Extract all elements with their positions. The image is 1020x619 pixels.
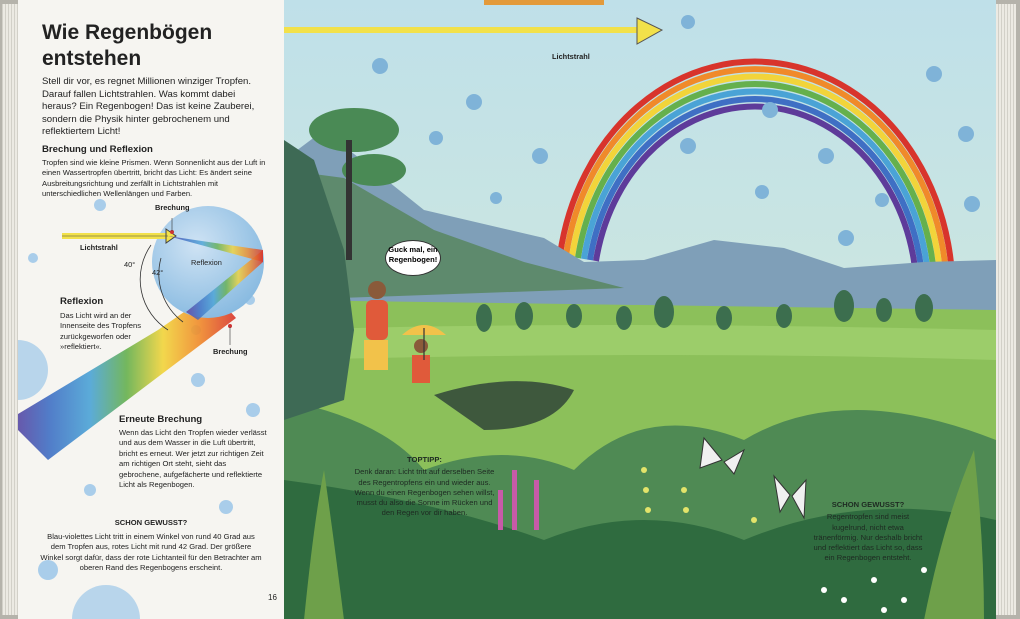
gewusst-text-left: Blau-violettes Licht tritt in einem Winkel von rund 40 Grad aus dem Tropfen aus, rotes Licht mit rund 42 Grad. Der größere Winkel sorgt dafür, dass der rote Lichtanteil für den Betrachter am oberen Rand des Regenbogens erscheint. — [40, 532, 262, 573]
erneute-heading: Erneute Brechung — [119, 414, 203, 425]
drop-icon — [28, 253, 38, 263]
page-number: 16 — [268, 593, 277, 602]
book-edge-left — [2, 4, 18, 615]
toptipp-box — [352, 455, 497, 519]
toptipp-text: Denk daran: Licht tritt auf derselben Seite des Regentropfens ein und wieder aus. Wenn du einen Regenbogen sehen willst, musst du also die Sonne im Rücken und den Regen vor dir haben. — [354, 467, 495, 518]
gewusst-heading-right: SCHON GEWUSST? — [831, 500, 905, 509]
drop-icon — [246, 403, 260, 417]
reflexion-heading: Reflexion — [60, 296, 104, 307]
intro-text: Stell dir vor, es regnet Millionen winziger Tropfen. Darauf fallen Lichtstrahlen. Was kommt dabei heraus? Ein Regenbogen! Das ist keine Zauberei, sondern die Physik hinter gebrochenem und reflektiertem Licht! — [42, 76, 255, 138]
left-page — [18, 0, 284, 619]
toptipp-heading: TOPTIPP: — [407, 455, 442, 464]
label-brechung-top: Brechung — [155, 203, 190, 212]
label-angle-42: 42° — [152, 268, 164, 277]
label-brechung-bottom: Brechung — [213, 347, 248, 356]
speech-bubble: Guck mal, ein Regenbogen! — [385, 240, 441, 276]
brechung-text: Tropfen sind wie kleine Prismen. Wenn Sonnenlicht aus der Luft in einen Wassertropfen übertritt, bricht das Licht: Es ändert seine Ausbreitungsrichtung und zerfällt in Lichtstrahlen mit unterschiedlichen Wellenlängen und Farben. — [42, 158, 266, 199]
book-edge-right — [996, 4, 1016, 615]
label-reflexion: Reflexion — [191, 258, 222, 267]
gewusst-box-right — [812, 500, 924, 564]
label-lichtstrahl: Lichtstrahl — [80, 243, 118, 252]
drop-icon — [72, 585, 140, 619]
drop-icon — [94, 199, 106, 211]
label-lichtstrahl-right: Lichtstrahl — [552, 52, 590, 61]
gewusst-heading-left: SCHON GEWUSST? — [114, 518, 188, 527]
gewusst-text-right: Regentropfen sind meist kugelrund, nicht etwa tränenförmig. Nur deshalb bricht und reflektiert das Licht so, dass ein Regenbogen entsteht. — [813, 512, 923, 563]
reflexion-text: Das Licht wird an der Innenseite des Tropfens zurückgeworfen oder »reflektiert«. — [60, 311, 142, 352]
drop-icon — [219, 500, 233, 514]
page-title: Wie Regenbögen entstehen — [42, 21, 213, 70]
drop-icon — [84, 484, 96, 496]
brechung-heading: Brechung und Reflexion — [42, 144, 153, 155]
label-angle-40: 40° — [124, 260, 136, 269]
erneute-text: Wenn das Licht den Tropfen wieder verlässt und aus dem Wasser in die Luft übertritt, bricht es erneut. Wer jetzt zur richtigen Zeit am richtigen Ort steht, sieht das gebrochene, aufgefächerte und reflektierte Licht als Regenbogen. — [119, 428, 267, 490]
drop-icon — [191, 373, 205, 387]
